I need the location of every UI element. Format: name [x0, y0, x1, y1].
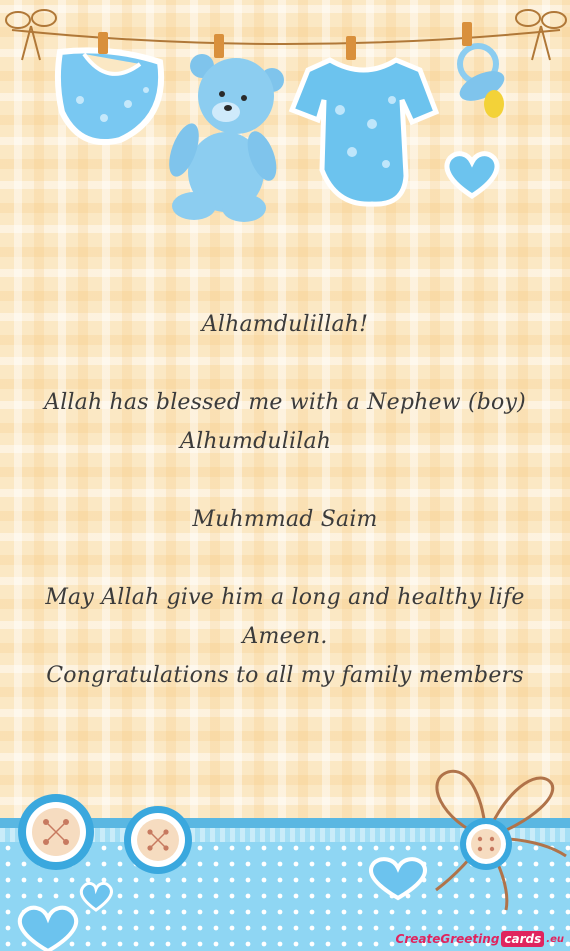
button-icon [18, 794, 94, 870]
watermark-part: .eu [546, 933, 564, 945]
message-line [0, 461, 570, 500]
top-decoration [0, 0, 570, 240]
message-line [0, 539, 570, 578]
site-watermark [396, 931, 564, 947]
message-line: May Allah give him a long and healthy life [45, 585, 525, 610]
heart-icon [447, 154, 497, 196]
baby-bib-icon [58, 50, 161, 142]
right-bow-icon [516, 10, 566, 60]
baby-onesie-icon [292, 60, 436, 204]
clothespin-icon [214, 34, 224, 58]
clothespin-icon [462, 22, 472, 46]
message-line: Alhumdulilah [180, 429, 332, 454]
message-line: Congratulations to all my family members [46, 663, 524, 688]
message-line [0, 344, 570, 383]
clothespin-icon [98, 32, 108, 54]
message-line: Ameen. [242, 624, 328, 649]
clothespin-icon [346, 36, 356, 60]
message-line: Muhmmad Saim [192, 507, 378, 532]
bottom-decoration [0, 760, 570, 951]
card-message [0, 305, 570, 695]
message-line: Alhamdulillah! [201, 312, 369, 337]
clothesline [12, 30, 560, 44]
message-line: Allah has blessed me with a Nephew (boy) [44, 390, 526, 415]
pacifier-icon [455, 46, 509, 118]
teddy-bear-icon [163, 54, 284, 222]
watermark-part: cards [501, 931, 544, 947]
button-icon [460, 818, 512, 870]
watermark-part: CreateGreeting [395, 932, 500, 946]
left-bow-icon [6, 10, 56, 60]
button-icon [124, 806, 192, 874]
